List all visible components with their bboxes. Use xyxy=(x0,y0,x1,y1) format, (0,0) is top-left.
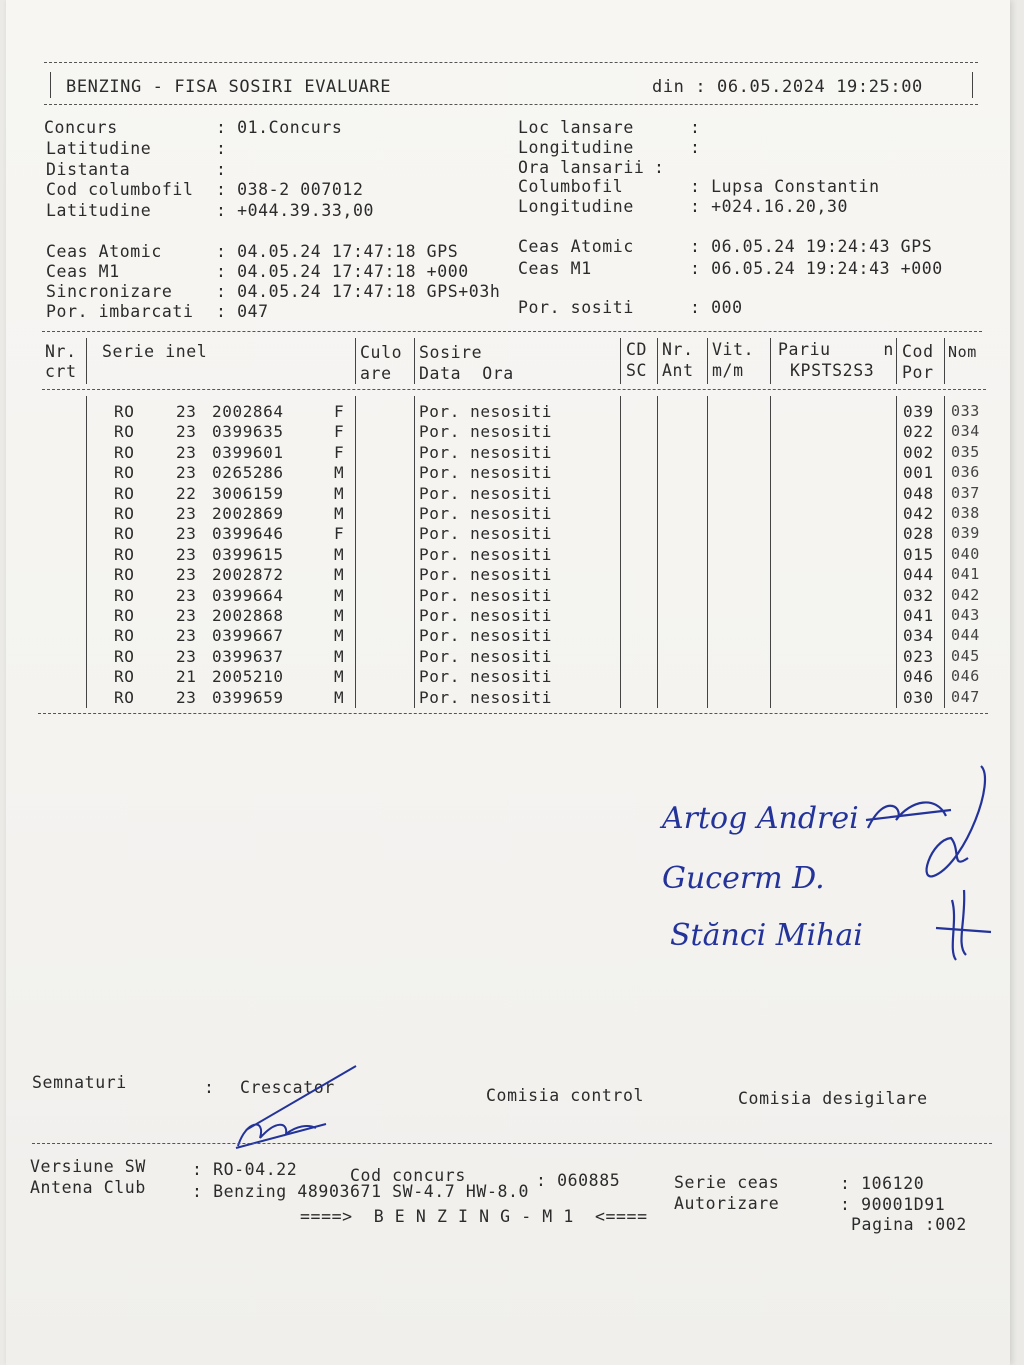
footer-versiune-label: Versiune SW xyxy=(30,1157,146,1176)
cell-status: Por. nesositi xyxy=(419,483,553,503)
handwritten-name-1: Artog Andrei xyxy=(662,801,859,836)
table-col-sep xyxy=(944,396,945,708)
footer-antena-label: Antena Club xyxy=(30,1178,146,1197)
cell-year: 23 xyxy=(176,504,197,523)
footer-pagina: Pagina :002 xyxy=(851,1215,967,1234)
cell-cod: 044 xyxy=(903,565,934,585)
footer-banner: ====> B E N Z I N G - M 1 <==== xyxy=(300,1207,648,1226)
table-col-sep xyxy=(770,396,771,708)
cell-status: Por. nesositi xyxy=(419,565,553,585)
cell-cod: 041 xyxy=(903,606,934,625)
cell-year: 23 xyxy=(176,463,197,483)
info-value-longitudine: : xyxy=(690,138,701,157)
handwritten-signatures xyxy=(6,750,1010,980)
cell-year: 23 xyxy=(176,646,197,666)
cell-year: 23 xyxy=(176,565,197,585)
th-nom: Nom xyxy=(948,343,977,361)
cell-sex: F xyxy=(334,402,345,421)
table-top-rule xyxy=(42,331,982,332)
cell-status: Por. nesositi xyxy=(419,544,553,564)
cell-ring: 0399615 xyxy=(212,544,284,564)
clock-label-ceas-m1: Ceas M1 xyxy=(46,262,120,281)
table-col-sep xyxy=(896,396,897,708)
cell-status: Por. nesositi xyxy=(419,626,553,646)
clock-label-ceas-atomic-right: Ceas Atomic xyxy=(518,237,634,256)
th-nr: Nr. xyxy=(45,342,77,361)
clock-label-por-sositi: Por. sositi xyxy=(518,298,634,317)
info-value-longitudine-2: : +024.16.20,30 xyxy=(690,197,849,216)
cell-year: 23 xyxy=(176,524,197,544)
signatures-colon: : xyxy=(204,1078,215,1097)
cell-status: Por. nesositi xyxy=(419,422,553,442)
cell-nom: 039 xyxy=(951,524,980,543)
cell-country: RO xyxy=(114,442,135,462)
cell-sex: M xyxy=(334,504,345,523)
table-col-sep xyxy=(707,338,708,384)
th-mm: m/m xyxy=(712,361,744,380)
info-value-cod-columbofil: : 038-2 007012 xyxy=(216,180,364,199)
cell-status: Por. nesositi xyxy=(419,463,553,483)
cell-year: 23 xyxy=(176,687,197,707)
info-value-columbofil: : Lupsa Constantin xyxy=(690,177,880,196)
signature-scribble-1 xyxy=(866,802,951,828)
cell-cod: 039 xyxy=(903,402,934,421)
cell-ring: 2002869 xyxy=(212,504,284,523)
cell-sex: M xyxy=(334,646,345,666)
cell-ring: 0399635 xyxy=(212,422,284,442)
th-crt: crt xyxy=(45,362,77,381)
cell-cod: 022 xyxy=(903,422,934,442)
cell-status: Por. nesositi xyxy=(419,402,553,421)
footer-cod-concurs-label: Cod concurs xyxy=(350,1166,466,1185)
info-value-latitudine: : xyxy=(216,139,227,158)
th-sosire: Sosire xyxy=(419,343,483,362)
cell-sex: F xyxy=(334,442,345,462)
signatures-comisia-control: Comisia control xyxy=(486,1086,645,1105)
cell-ring: 0399664 xyxy=(212,585,284,605)
cell-ring: 2002868 xyxy=(212,606,284,625)
cell-year: 23 xyxy=(176,585,197,605)
th-cod: Cod xyxy=(902,342,934,361)
info-label-loc-lansare: Loc lansare xyxy=(518,118,634,137)
clock-label-sincronizare: Sincronizare xyxy=(46,282,173,301)
cell-country: RO xyxy=(114,606,135,625)
cell-country: RO xyxy=(114,585,135,605)
th-cd: CD xyxy=(626,340,648,359)
table-col-sep xyxy=(414,338,415,384)
cell-ring: 0399659 xyxy=(212,687,284,707)
cell-nom: 047 xyxy=(951,687,980,706)
cell-cod: 032 xyxy=(903,585,934,605)
cell-nom: 040 xyxy=(951,544,980,563)
table-col-sep xyxy=(414,396,415,708)
cell-sex: M xyxy=(334,667,345,687)
cell-cod: 034 xyxy=(903,626,934,646)
handwritten-name-3: Stănci Mihai xyxy=(670,918,863,953)
signature-scribble-2 xyxy=(927,766,985,876)
info-label-concurs: Concurs xyxy=(44,118,118,137)
cell-year: 23 xyxy=(176,544,197,564)
document-title: BENZING - FISA SOSIRI EVALUARE xyxy=(66,77,392,97)
clock-value-ceas-atomic: : 04.05.24 17:47:18 GPS xyxy=(216,242,459,261)
th-sc: SC xyxy=(626,361,648,380)
table-header-rule xyxy=(42,389,986,390)
cell-cod: 028 xyxy=(903,524,934,544)
cell-country: RO xyxy=(114,422,135,442)
cell-cod: 042 xyxy=(903,504,934,523)
cell-cod: 001 xyxy=(903,463,934,483)
cell-status: Por. nesositi xyxy=(419,585,553,605)
handwritten-name-2: Gucerm D. xyxy=(662,861,825,896)
clock-label-por-imbarcati: Por. imbarcati xyxy=(46,302,194,321)
header-right-border xyxy=(972,72,973,98)
cell-sex: M xyxy=(334,606,345,625)
cell-sex: M xyxy=(334,483,345,503)
header-top-rule xyxy=(44,62,978,63)
info-value-ora-lansarii: : xyxy=(654,158,665,177)
cell-ring: 2002872 xyxy=(212,565,284,585)
cell-country: RO xyxy=(114,463,135,483)
clock-value-por-sositi: : 000 xyxy=(690,298,743,317)
cell-cod: 048 xyxy=(903,483,934,503)
table-col-sep xyxy=(355,338,356,384)
signatures-comisia-desigilare: Comisia desigilare xyxy=(738,1089,928,1108)
info-value-concurs: : 01.Concurs xyxy=(216,118,343,137)
cell-country: RO xyxy=(114,626,135,646)
cell-year: 22 xyxy=(176,483,197,503)
th-vit: Vit. xyxy=(712,340,755,359)
footer-serie-ceas-value: : 106120 xyxy=(840,1174,925,1193)
clock-value-sincronizare: : 04.05.24 17:47:18 GPS+03h xyxy=(216,282,501,301)
document-date: din : 06.05.2024 19:25:00 xyxy=(652,77,923,97)
table-bottom-rule xyxy=(38,713,988,714)
cell-cod: 030 xyxy=(903,687,934,707)
cell-nom: 042 xyxy=(951,585,980,604)
cell-status: Por. nesositi xyxy=(419,504,553,523)
cell-ring: 0265286 xyxy=(212,463,284,483)
th-pariu: Pariu n xyxy=(778,340,894,359)
cell-country: RO xyxy=(114,687,135,707)
th-serie-inel: Serie inel xyxy=(102,342,208,361)
table-col-sep xyxy=(657,338,658,384)
table-col-sep xyxy=(896,338,897,384)
cell-sex: M xyxy=(334,463,345,483)
info-label-ora-lansarii: Ora lansarii xyxy=(518,158,645,177)
crescator-signature-icon xyxy=(216,1060,376,1155)
footer-rule xyxy=(32,1143,992,1144)
cell-sex: M xyxy=(334,687,345,707)
cell-nom: 038 xyxy=(951,504,980,522)
cell-ring: 0399601 xyxy=(212,442,284,462)
table-col-sep xyxy=(770,338,771,384)
cell-year: 23 xyxy=(176,402,197,421)
cell-country: RO xyxy=(114,524,135,544)
cell-status: Por. nesositi xyxy=(419,442,553,462)
th-por: Por xyxy=(902,363,934,382)
cell-year: 23 xyxy=(176,442,197,462)
cell-cod: 002 xyxy=(903,442,934,462)
cell-ring: 0399637 xyxy=(212,646,284,666)
cell-ring: 3006159 xyxy=(212,483,284,503)
footer-antena-value: : Benzing 48903671 SW-4.7 HW-8.0 xyxy=(192,1182,530,1201)
clock-value-ceas-atomic-right: : 06.05.24 19:24:43 GPS xyxy=(690,237,933,256)
cell-status: Por. nesositi xyxy=(419,606,553,625)
info-label-distanta: Distanta xyxy=(46,160,131,179)
clock-value-ceas-m1-right: : 06.05.24 19:24:43 +000 xyxy=(690,259,943,278)
info-label-longitudine: Longitudine xyxy=(518,138,634,157)
cell-nom: 033 xyxy=(951,402,980,420)
th-culo: Culo xyxy=(360,343,403,362)
clock-value-ceas-m1: : 04.05.24 17:47:18 +000 xyxy=(216,262,469,281)
table-col-sep xyxy=(707,396,708,708)
cell-country: RO xyxy=(114,402,135,421)
clock-value-por-imbarcati: : 047 xyxy=(216,302,269,321)
cell-status: Por. nesositi xyxy=(419,687,553,707)
cell-nom: 043 xyxy=(951,606,980,624)
table-col-sep xyxy=(86,396,87,708)
cell-year: 23 xyxy=(176,606,197,625)
cell-sex: F xyxy=(334,422,345,442)
cell-status: Por. nesositi xyxy=(419,524,553,544)
th-kpsts: KPSTS2S3 xyxy=(790,361,875,380)
cell-year: 23 xyxy=(176,626,197,646)
signatures-crescator: Crescator xyxy=(240,1078,335,1097)
footer-autorizare-label: Autorizare xyxy=(674,1194,780,1213)
cell-nom: 036 xyxy=(951,463,980,482)
cell-sex: M xyxy=(334,626,345,646)
cell-nom: 044 xyxy=(951,626,980,645)
table-col-sep xyxy=(657,396,658,708)
cell-cod: 015 xyxy=(903,544,934,564)
cell-country: RO xyxy=(114,504,135,523)
cell-country: RO xyxy=(114,646,135,666)
cell-cod: 023 xyxy=(903,646,934,666)
cell-status: Por. nesositi xyxy=(419,667,553,687)
th-data-ora: Data Ora xyxy=(419,364,514,383)
signatures-label: Semnaturi xyxy=(32,1073,127,1092)
cell-cod: 046 xyxy=(903,667,934,687)
info-value-loc-lansare: : xyxy=(690,118,701,137)
cell-country: RO xyxy=(114,565,135,585)
header-bottom-rule xyxy=(44,104,978,105)
clock-label-ceas-atomic: Ceas Atomic xyxy=(46,242,162,261)
table-col-sep xyxy=(355,396,356,708)
table-col-sep xyxy=(944,338,945,384)
table-col-sep xyxy=(620,338,621,384)
document-page xyxy=(6,0,1010,1365)
cell-year: 21 xyxy=(176,667,197,687)
cell-nom: 034 xyxy=(951,422,980,441)
info-label-columbofil: Columbofil xyxy=(518,177,624,196)
cell-country: RO xyxy=(114,483,135,503)
info-value-latitudine-2: : +044.39.33,00 xyxy=(216,201,375,220)
cell-nom: 035 xyxy=(951,442,980,461)
cell-ring: 2002864 xyxy=(212,402,284,421)
cell-nom: 045 xyxy=(951,646,980,665)
info-label-cod-columbofil: Cod columbofil xyxy=(46,180,194,199)
footer-autorizare-value: : 90001D91 xyxy=(840,1195,946,1214)
table-col-sep xyxy=(620,396,621,708)
info-label-longitudine-2: Longitudine xyxy=(518,197,634,216)
cell-sex: F xyxy=(334,524,345,544)
footer-serie-ceas-label: Serie ceas xyxy=(674,1173,780,1192)
info-value-distanta: : xyxy=(216,160,227,179)
cell-sex: M xyxy=(334,565,345,585)
cell-country: RO xyxy=(114,544,135,564)
th-ant: Ant xyxy=(662,361,694,380)
th-nr-ant: Nr. xyxy=(662,340,694,359)
cell-ring: 0399646 xyxy=(212,524,284,544)
cell-country: RO xyxy=(114,667,135,687)
cell-nom: 046 xyxy=(951,667,980,686)
cell-ring: 2005210 xyxy=(212,667,284,687)
cell-sex: M xyxy=(334,585,345,605)
th-are: are xyxy=(360,364,392,383)
cell-nom: 041 xyxy=(951,565,980,584)
cell-ring: 0399667 xyxy=(212,626,284,646)
cell-status: Por. nesositi xyxy=(419,646,553,666)
footer-cod-concurs-value: : 060885 xyxy=(536,1171,621,1190)
cell-nom: 037 xyxy=(951,483,980,502)
info-label-latitudine: Latitudine xyxy=(46,139,152,158)
clock-label-ceas-m1-right: Ceas M1 xyxy=(518,259,592,278)
signature-scribble-3 xyxy=(936,890,991,960)
footer-versiune-value: : RO-04.22 xyxy=(192,1160,298,1179)
cell-sex: M xyxy=(334,544,345,564)
table-col-sep xyxy=(86,338,87,384)
cell-year: 23 xyxy=(176,422,197,442)
header-left-border xyxy=(50,72,51,98)
info-label-latitudine-2: Latitudine xyxy=(46,201,152,220)
